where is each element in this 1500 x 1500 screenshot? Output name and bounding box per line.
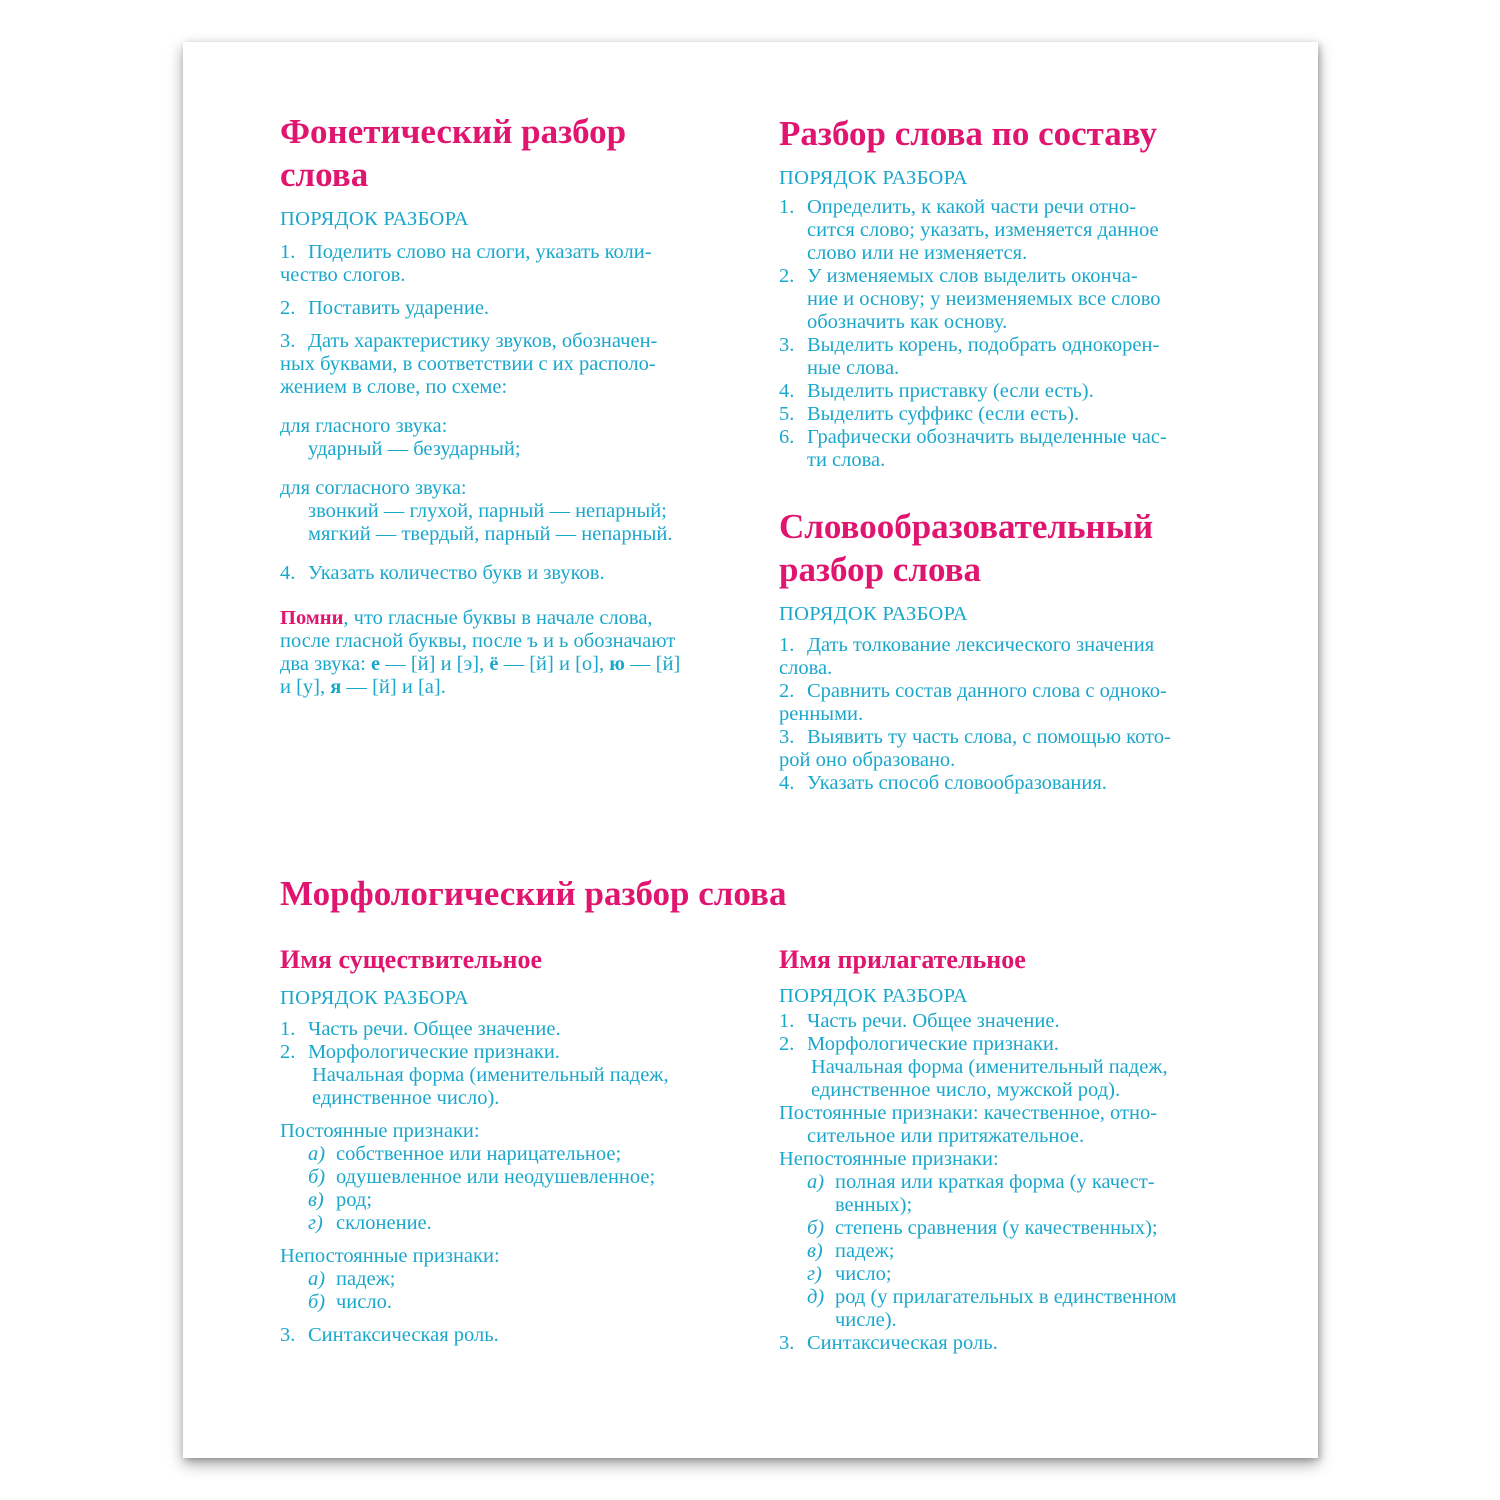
remember-text: , что гласные буквы в начале слова,	[343, 607, 653, 629]
vowel-label: для гласного звука:	[280, 415, 448, 437]
item-line: Синтаксическая роль.	[308, 1324, 499, 1346]
sub-text: собственное или нарицательное;	[336, 1143, 622, 1165]
item-line: единственное число).	[312, 1087, 500, 1109]
sub-letter: г)	[308, 1212, 323, 1234]
sub-letter: в)	[308, 1189, 324, 1211]
item-number: 3.	[779, 334, 795, 356]
noun-item-2	[280, 1041, 722, 1110]
item-line: Поделить слово на слоги, указать коли-	[308, 241, 652, 263]
sub-letter: в)	[807, 1240, 823, 1262]
adjective-title: Имя прилагательное	[779, 945, 1026, 974]
remember-line	[280, 676, 722, 699]
item-line: Указать способ словообразования.	[807, 772, 1107, 794]
noun-item-3	[280, 1324, 722, 1347]
item-line: Сравнить состав данного слова с одноко-	[807, 680, 1167, 702]
sub-letter: г)	[807, 1263, 822, 1285]
noun-variable-a	[280, 1268, 722, 1291]
noun-item-1	[280, 1018, 722, 1041]
sub-letter: б)	[308, 1166, 326, 1188]
word-formation-item-1	[779, 634, 1222, 657]
remember-line: после гласной буквы, после ъ и ь обозначают	[280, 630, 676, 652]
remember-text: — [й] и [а].	[341, 676, 446, 698]
adjective-variable-c	[779, 1240, 1222, 1263]
item-number: 3.	[280, 330, 296, 352]
letter-e: е	[370, 653, 381, 675]
sub-text: венных);	[835, 1194, 913, 1216]
item-line: Часть речи. Общее значение.	[308, 1018, 561, 1040]
sub-text: одушевленное или неодушевленное;	[336, 1166, 656, 1188]
item-number: 4.	[280, 562, 296, 584]
letter-ya: я	[330, 676, 342, 698]
sub-text: род (у прилагательных в единственном	[835, 1286, 1177, 1308]
composition-item-4	[779, 380, 1222, 403]
adjective-item-1	[779, 1010, 1222, 1033]
noun-title: Имя существительное	[280, 945, 543, 974]
remember-text: — [й]	[624, 653, 681, 675]
word-formation-item-2	[779, 680, 1222, 703]
item-line: единственное число, мужской род).	[811, 1079, 1121, 1101]
sub-text: падеж;	[835, 1240, 895, 1262]
remember-note	[280, 607, 722, 699]
item-number: 2.	[280, 1041, 296, 1063]
item-number: 4.	[779, 772, 795, 794]
adjective-variable-e	[779, 1286, 1222, 1332]
item-number: 2.	[779, 1033, 795, 1055]
composition-section	[779, 112, 1222, 472]
consonant-value: звонкий — глухой, парный — непарный;	[308, 500, 667, 522]
item-line: обозначить как основу.	[807, 311, 1008, 333]
adjective-variable-d	[779, 1263, 1222, 1286]
sub-letter: а)	[308, 1143, 326, 1165]
letter-yu: ю	[609, 653, 625, 675]
phonetic-item-4	[280, 562, 722, 585]
word-formation-item-3	[779, 726, 1222, 749]
item-line: ние и основу; у неизменяемых все слово	[807, 288, 1161, 310]
item-line: сится слово; указать, изменяется данное	[807, 219, 1159, 241]
item-line: Дать характеристику звуков, обозначен-	[308, 330, 658, 352]
composition-item-5	[779, 403, 1222, 426]
phonetic-title	[280, 110, 722, 196]
item-line: слово или не изменяется.	[807, 242, 1028, 264]
letter-yo: ё	[489, 653, 499, 675]
item-number: 3.	[280, 1324, 296, 1346]
remember-text: два звука:	[280, 653, 371, 675]
sub-letter: д)	[807, 1286, 825, 1308]
adjective-variable-b	[779, 1217, 1222, 1240]
consonant-value: мягкий — твердый, парный — непарный.	[308, 523, 673, 545]
sub-text: род;	[336, 1189, 373, 1211]
item-line: Выделить суффикс (если есть).	[807, 403, 1080, 425]
adjective-variable-a	[779, 1171, 1222, 1217]
item-line: Поставить ударение.	[308, 297, 490, 319]
phonetic-title-line1: Фонетический разбор	[280, 112, 627, 151]
item-number: 1.	[779, 1010, 795, 1032]
item-line: Начальная форма (именительный падеж,	[312, 1064, 669, 1086]
item-line: жением в слове, по схеме:	[280, 376, 508, 398]
item-number: 1.	[779, 196, 795, 218]
item-number: 3.	[779, 726, 795, 748]
sub-letter: б)	[807, 1217, 825, 1239]
noun-variable-label: Непостоянные признаки:	[280, 1245, 500, 1267]
remember-word: Помни	[280, 607, 344, 629]
remember-text: и [у],	[280, 676, 331, 698]
item-line: Выявить ту часть слова, с помощью кото-	[807, 726, 1171, 748]
adjective-variable-label: Непостоянные признаки:	[779, 1148, 999, 1170]
item-number: 5.	[779, 403, 795, 425]
item-line: рой оно образовано.	[779, 749, 956, 771]
item-line: Выделить приставку (если есть).	[807, 380, 1094, 402]
remember-line	[280, 653, 722, 676]
sub-text: полная или краткая форма (у качест-	[835, 1171, 1155, 1193]
item-number: 1.	[280, 241, 296, 263]
word-formation-title	[779, 505, 1222, 591]
item-line: Дать толкование лексического значения	[807, 634, 1155, 656]
phonetic-item-1	[280, 241, 722, 264]
adjective-section	[779, 945, 1222, 1355]
adjective-item-3	[779, 1332, 1222, 1355]
composition-title: Разбор слова по составу	[779, 114, 1157, 153]
item-line: ренными.	[779, 703, 864, 725]
phonetic-title-line2: слова	[280, 155, 369, 194]
word-formation-title-line2: разбор слова	[779, 550, 981, 589]
morphology-title: Морфологический разбор слова	[280, 874, 787, 913]
item-line: Начальная форма (именительный падеж,	[811, 1056, 1168, 1078]
noun-constant-d	[280, 1212, 722, 1235]
item-number: 3.	[779, 1332, 795, 1354]
word-formation-order-label: ПОРЯДОК РАЗБОРА	[779, 603, 968, 625]
noun-order-label: ПОРЯДОК РАЗБОРА	[280, 987, 469, 1009]
item-line: чество слогов.	[280, 264, 406, 286]
noun-constant-a	[280, 1143, 722, 1166]
item-line: У изменяемых слов выделить оконча-	[807, 265, 1138, 287]
sub-letter: а)	[308, 1268, 326, 1290]
word-formation-item-4	[779, 772, 1222, 795]
remember-text: — [й] и [о],	[498, 653, 610, 675]
noun-constant-label: Постоянные признаки:	[280, 1120, 480, 1142]
item-number: 2.	[779, 680, 795, 702]
item-number: 2.	[280, 297, 296, 319]
sub-letter: а)	[807, 1171, 825, 1193]
sub-text: падеж;	[336, 1268, 396, 1290]
vowel-value: ударный — безударный;	[308, 438, 521, 460]
composition-item-1	[779, 196, 1222, 265]
noun-constant-b	[280, 1166, 722, 1189]
composition-item-6	[779, 426, 1222, 472]
noun-section	[280, 945, 722, 1347]
phonetic-order-label: ПОРЯДОК РАЗБОРА	[280, 208, 469, 230]
composition-item-3	[779, 334, 1222, 380]
item-line: Часть речи. Общее значение.	[807, 1010, 1060, 1032]
sub-text: склонение.	[336, 1212, 432, 1234]
noun-variable-b	[280, 1291, 722, 1314]
item-line: ных буквами, в соответствии с их располо-	[280, 353, 656, 375]
item-number: 1.	[779, 634, 795, 656]
sub-text: степень сравнения (у качественных);	[835, 1217, 1158, 1239]
sub-text: числе).	[835, 1309, 897, 1331]
phonetic-item-3	[280, 330, 722, 353]
word-formation-title-line1: Словообразовательный	[779, 507, 1154, 546]
word-formation-section	[779, 505, 1222, 795]
morphology-header	[280, 872, 1220, 915]
remember-text: — [й] и [э],	[380, 653, 490, 675]
remember-line	[280, 607, 722, 630]
composition-item-2	[779, 265, 1222, 334]
sub-text: число;	[835, 1263, 892, 1285]
phonetic-section	[280, 110, 722, 699]
composition-order-label: ПОРЯДОК РАЗБОРА	[779, 167, 968, 189]
item-line: Выделить корень, подобрать однокорен-	[807, 334, 1160, 356]
adjective-constant-line: сительное или притяжательное.	[807, 1125, 1085, 1147]
item-line: Морфологические признаки.	[308, 1041, 560, 1063]
consonant-label: для согласного звука:	[280, 477, 467, 499]
adjective-item-2	[779, 1033, 1222, 1102]
item-number: 6.	[779, 426, 795, 448]
adjective-order-label: ПОРЯДОК РАЗБОРА	[779, 985, 968, 1007]
item-line: Графически обозначить выделенные час-	[807, 426, 1167, 448]
item-number: 4.	[779, 380, 795, 402]
item-line: Указать количество букв и звуков.	[308, 562, 605, 584]
sub-text: число.	[336, 1291, 392, 1313]
noun-constant-c	[280, 1189, 722, 1212]
item-number: 1.	[280, 1018, 296, 1040]
item-line: Синтаксическая роль.	[807, 1332, 998, 1354]
adjective-constant-line: Постоянные признаки: качественное, отно-	[779, 1102, 1158, 1124]
item-line: ти слова.	[807, 449, 886, 471]
item-line: ные слова.	[807, 357, 900, 379]
item-number: 2.	[779, 265, 795, 287]
item-line: Морфологические признаки.	[807, 1033, 1059, 1055]
item-line: слова.	[779, 657, 833, 679]
phonetic-item-2	[280, 297, 722, 320]
sub-letter: б)	[308, 1291, 326, 1313]
item-line: Определить, к какой части речи отно-	[807, 196, 1137, 218]
